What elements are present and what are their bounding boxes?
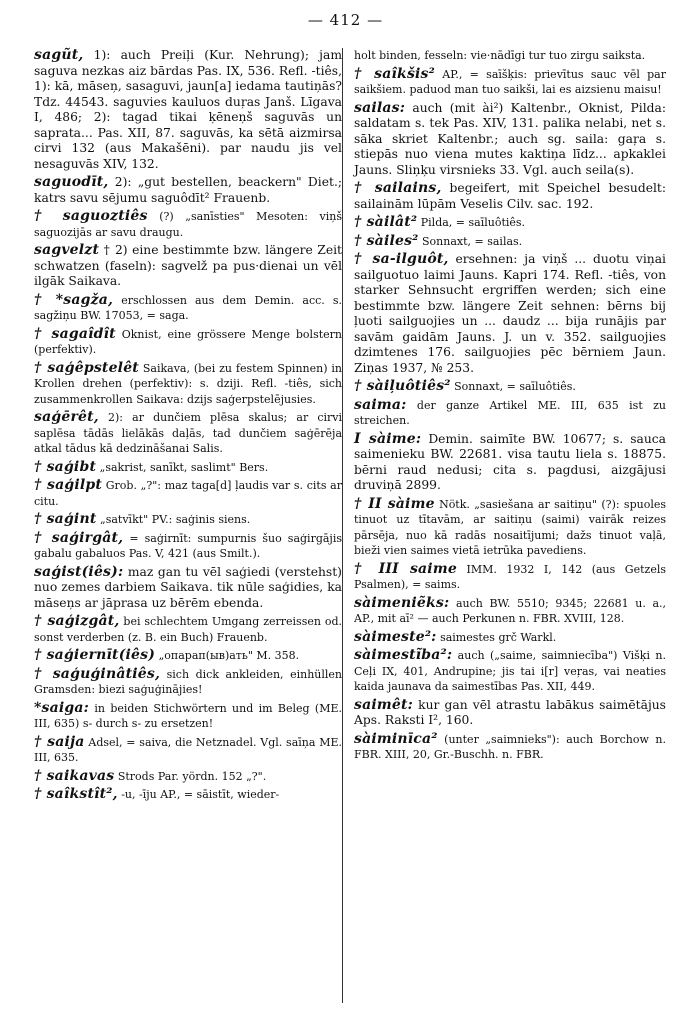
entry-headword: † saģiernīt(iês) — [34, 647, 156, 663]
entry-text: Strods Par. yördn. 152 „?". — [117, 769, 267, 783]
entry-text: Pilda, = saīluôtiês. — [420, 216, 526, 229]
dictionary-entry — [354, 181, 666, 212]
entry-text: kur gan vēl atrastu labākus saimētājus Aps. Raksti I², 160. — [354, 697, 666, 727]
dictionary-entry — [34, 769, 342, 785]
entry-headword: † sa-ilguôt, — [354, 251, 449, 267]
entry-text: „satvīkt" PV.: saģinis siens. — [100, 513, 251, 526]
dictionary-entry — [354, 398, 666, 429]
entry-text: (unter „saimnieks"): auch Borchow n. FBR. XIII, 20, Gr.-Buschh. n. FBR. — [354, 732, 666, 761]
entry-text: ersehnen: ja viņš ... duotu viņai sailguotuo laimi Jauns. Kapri 174. Refl. -tiês, von starker Sehnsucht ergriffen werden; sich eine bestimmte bzw. längere Zeit sehnen: bērns bij ļuoti sailguojies un ... daudz ... bija runājis par savām gaidām Jauns. J. un v. 352. sailguojies dzimtenes 176. sailguojies pēc bērniem Jaun. Ziņas 1937, № 253. — [354, 252, 666, 375]
entry-headword: † sagaîdît — [34, 325, 116, 342]
entry-headword: sagũt, — [34, 47, 84, 63]
entry-headword: † saģirgât, — [34, 529, 124, 546]
dictionary-entry — [354, 379, 666, 395]
entry-text: IMM. 1932 I, 142 (aus Getzels Psalmen), = saims. — [354, 562, 666, 591]
entry-text: Grob. „?": maz taga[d] ļaudis var s. cits ar citu. — [34, 479, 342, 508]
entry-text: auch BW. 5510; 9345; 22681 u. a., AP., mit aī² — auch Perkunen n. FBR. XVIII, 128. — [354, 596, 666, 625]
entry-text: 2): ar dunčiem plēsa skalus; ar cirvi saplēsa tādās lielākās daļās, tad dunčiem saģērēja atkal tādus kā dedzināšanai Salis. — [34, 411, 343, 455]
dictionary-entry — [354, 698, 666, 729]
dictionary-entry — [34, 209, 342, 240]
entry-text: „опарап(ыв)ать" M. 358. — [158, 649, 300, 662]
entry-headword: † saikavas — [34, 767, 115, 784]
right-column — [354, 48, 666, 766]
dictionary-entry — [354, 48, 666, 64]
entry-text: Sonnaxt, = saīluôtiês. — [454, 380, 576, 393]
dictionary-entry — [34, 460, 342, 476]
entry-text: † 2) eine bestimmte bzw. längere Zeit schwatzen (faseln): sagvelž pa pus·dienai un vēl ilgāk Saikava. — [34, 243, 342, 288]
dictionary-entry — [34, 512, 342, 528]
entry-text: auch (mit ài²) Kaltenbr., Oknist, Pilda: saldatam s. tek Pas. XIV, 131. palika nelabi, net s. sāka skriet Kaltenbr.; auch sg. saila: gaŗa s. stiepās nuo viena mutes kaktiņa līdz... apkaklei Jauns. Sliņķu virsnieks 33. Vgl. auch seila(s). — [354, 100, 666, 177]
dictionary-entry — [34, 293, 342, 324]
dictionary-entry — [34, 648, 342, 664]
entry-text: erschlossen aus dem Demin. acc. s. sagžiņu BW. 17053, = saga. — [34, 293, 342, 322]
entry-headword: sailas: — [354, 99, 406, 116]
entry-text: der ganze Artikel ME. III, 635 ist zu streichen. — [354, 398, 667, 427]
entry-headword: † saģuģinâtiês, — [34, 665, 161, 682]
entry-headword: † saîkšis² — [354, 65, 435, 82]
dictionary-entry — [34, 787, 342, 803]
entry-text: holt binden, fesseln: vie·nādīgi tur tuo zirgu saiksta. — [354, 49, 646, 62]
entry-headword: † saguoztiês — [34, 208, 148, 224]
entry-headword: sàimestĩba²: — [354, 647, 453, 663]
dictionary-entry — [354, 648, 666, 695]
entry-text: (?) „sanīsties" Mesoten: viņš saguozijās ar savu draugu. — [34, 210, 343, 239]
entry-text: „sakrist, sanīkt, saslimt" Bers. — [99, 460, 269, 474]
entry-headword: † saģizgât, — [34, 613, 120, 629]
dictionary-entry — [354, 432, 666, 494]
entry-text: Adsel, = saiva, die Netznadel. Vgl. saīņa ME. III, 635. — [34, 735, 342, 764]
entry-headword: I sàime: — [354, 430, 422, 447]
entry-headword: sàimeniẽks: — [354, 594, 450, 611]
dictionary-entry — [34, 701, 342, 732]
dictionary-entry — [354, 732, 666, 763]
entry-text: AP., = saīšķis: prievītus sauc vēl par saikšiem. paduod man tuo saikši, lai es aizsienu maisu! — [354, 67, 666, 96]
entry-headword: *saiga: — [34, 699, 90, 716]
entry-text: Oknist, eine grössere Menge bolstern (perfektiv). — [34, 327, 342, 356]
dictionary-entry — [354, 67, 666, 98]
entry-headword: † saģint — [34, 511, 97, 527]
entry-headword: † sàiles² — [354, 232, 419, 249]
entry-headword: saguodīt, — [34, 174, 109, 190]
dictionary-entry — [354, 101, 666, 179]
entry-text: Demin. saimīte BW. 10677; s. sauca saimenieku BW. 22681. visa tautu liela s. 18875. bērni raud nedusi; cita s. pagdusi, aizgājusi druviņā 2899. — [354, 431, 666, 492]
entry-headword: saimêt: — [354, 696, 414, 713]
entry-text: auch („saime, saimniecība") Višķi n. Ceļi IX, 401, Andrupine; jis tai i[r] veŗas, vai neaties kaida jaunava da saimestības Pas. XII, 449. — [354, 649, 666, 693]
entry-headword: sagvelzt — [34, 242, 100, 258]
dictionary-entry — [354, 497, 666, 559]
entry-text: Nötk. „sasiešana ar saitiņu" (?): spuoles tinuot uz tītavām, ar saitiņu (saimi) vairāk reizes pārsēja, nuo kā radās nosaitījumi; dažs tinuot vaļā, bieži vien saimes vietā ietrūka pavediens. — [354, 497, 666, 557]
entry-text: = saģirnīt: sumpurnis šuo saģirgājis gabalu gabaluos Pas. V, 421 (aus Smilt.). — [34, 531, 342, 560]
entry-text: bei schlechtem Umgang zerreissen od. sonst verderben (z. B. ein Buch) Frauenb. — [34, 615, 343, 644]
entry-headword: † II sàime — [354, 495, 435, 512]
dictionary-entry — [34, 361, 342, 408]
page-number: — 412 — — [307, 11, 384, 29]
entry-headword: saima: — [354, 396, 407, 413]
entry-headword: saģērêt, — [34, 409, 99, 425]
dictionary-entry — [354, 596, 666, 627]
entry-text: 2): „gut bestellen, beackern" Diet.; katrs savu sējumu saguôdīt² Frauenb. — [34, 175, 342, 205]
entry-text: saimestes grč Warkl. — [440, 630, 557, 644]
dictionary-entry — [34, 531, 342, 562]
entry-headword: † sailains, — [354, 180, 442, 196]
entry-headword: † saija — [34, 733, 85, 750]
dictionary-entry — [34, 614, 342, 645]
entry-text: begeifert, mit Speichel besudelt: sailainām lūpām Veselis Cilv. sac. 192. — [354, 181, 666, 211]
dictionary-entry — [34, 478, 342, 509]
dictionary-entry — [354, 562, 666, 593]
entry-headword: † III saime — [354, 560, 457, 577]
entry-headword: saģist(iês): — [34, 563, 124, 580]
entry-headword: † saîkstît², — [34, 786, 118, 802]
dictionary-entry — [34, 410, 342, 457]
entry-text: Sonnaxt, = sailas. — [422, 234, 523, 248]
entry-headword: † sàiļuôtiês² — [354, 378, 451, 394]
entry-text: Saikava, (bei zu festem Spinnen) in Krollen drehen (perfektiv): s. dziji. Refl. -tiês, sich zusammenkrollen Saikava: dzijs saģerpstelējusies. — [34, 361, 342, 406]
dictionary-entry — [354, 252, 666, 376]
column-divider — [342, 48, 343, 1003]
entry-headword: † sàilât² — [354, 214, 418, 230]
entry-headword: † *sagža, — [34, 291, 114, 308]
dictionary-entry — [354, 630, 666, 646]
dictionary-entry — [34, 48, 342, 172]
entry-headword: † saģêpstelêt — [34, 359, 139, 376]
entry-text: -u, -īju AP., = sāistīt, wieder- — [121, 788, 280, 801]
dictionary-entry — [34, 243, 342, 290]
entry-text: in beiden Stichwörtern und im Beleg (ME. III, 635) s- durch s- zu ersetzen! — [34, 701, 342, 730]
dictionary-entry — [34, 175, 342, 206]
dictionary-entry — [34, 327, 342, 358]
dictionary-entry — [34, 565, 342, 612]
dictionary-entry — [34, 667, 342, 698]
entry-text: 1): auch Preiļi (Kur. Nehrung); jam saguva nezkas aiz bārdas Pas. IX, 536. Refl. -tiês, 1): kā, māseņ, sasaguvi, jaun[a] iedama tautiņās? Tdz. 44543. saguvies kauluos duŗas Janš. Līgava I, 486; 2): tagad tikai ķēneņš saguvās un saprata... Pas. XII, 87. saguvās, ka sētā aizmirsa cirvi 132 (aus Makašēni). par naudu jis vel nesaguvās XIV, 132. — [34, 48, 342, 171]
entry-headword: † saģilpt — [34, 477, 103, 493]
entry-headword: sàiminīca² — [354, 730, 438, 747]
entry-headword: sàimeste²: — [354, 628, 437, 645]
entry-text: sich dick ankleiden, einhüllen Gramsden: biezi saģuģinājies! — [34, 667, 343, 696]
entry-headword: † saģibt — [34, 458, 97, 475]
entry-text: maz gan tu vēl saģiedi (verstehst) nuo zemes darbiem Saikava. tik nūle saģidies, ka māseņs ar jāprasa uz bērēm ebenda. — [34, 564, 342, 610]
dictionary-entry — [354, 234, 666, 250]
dictionary-entry — [354, 215, 666, 231]
dictionary-entry — [34, 735, 342, 766]
left-column — [34, 48, 342, 806]
